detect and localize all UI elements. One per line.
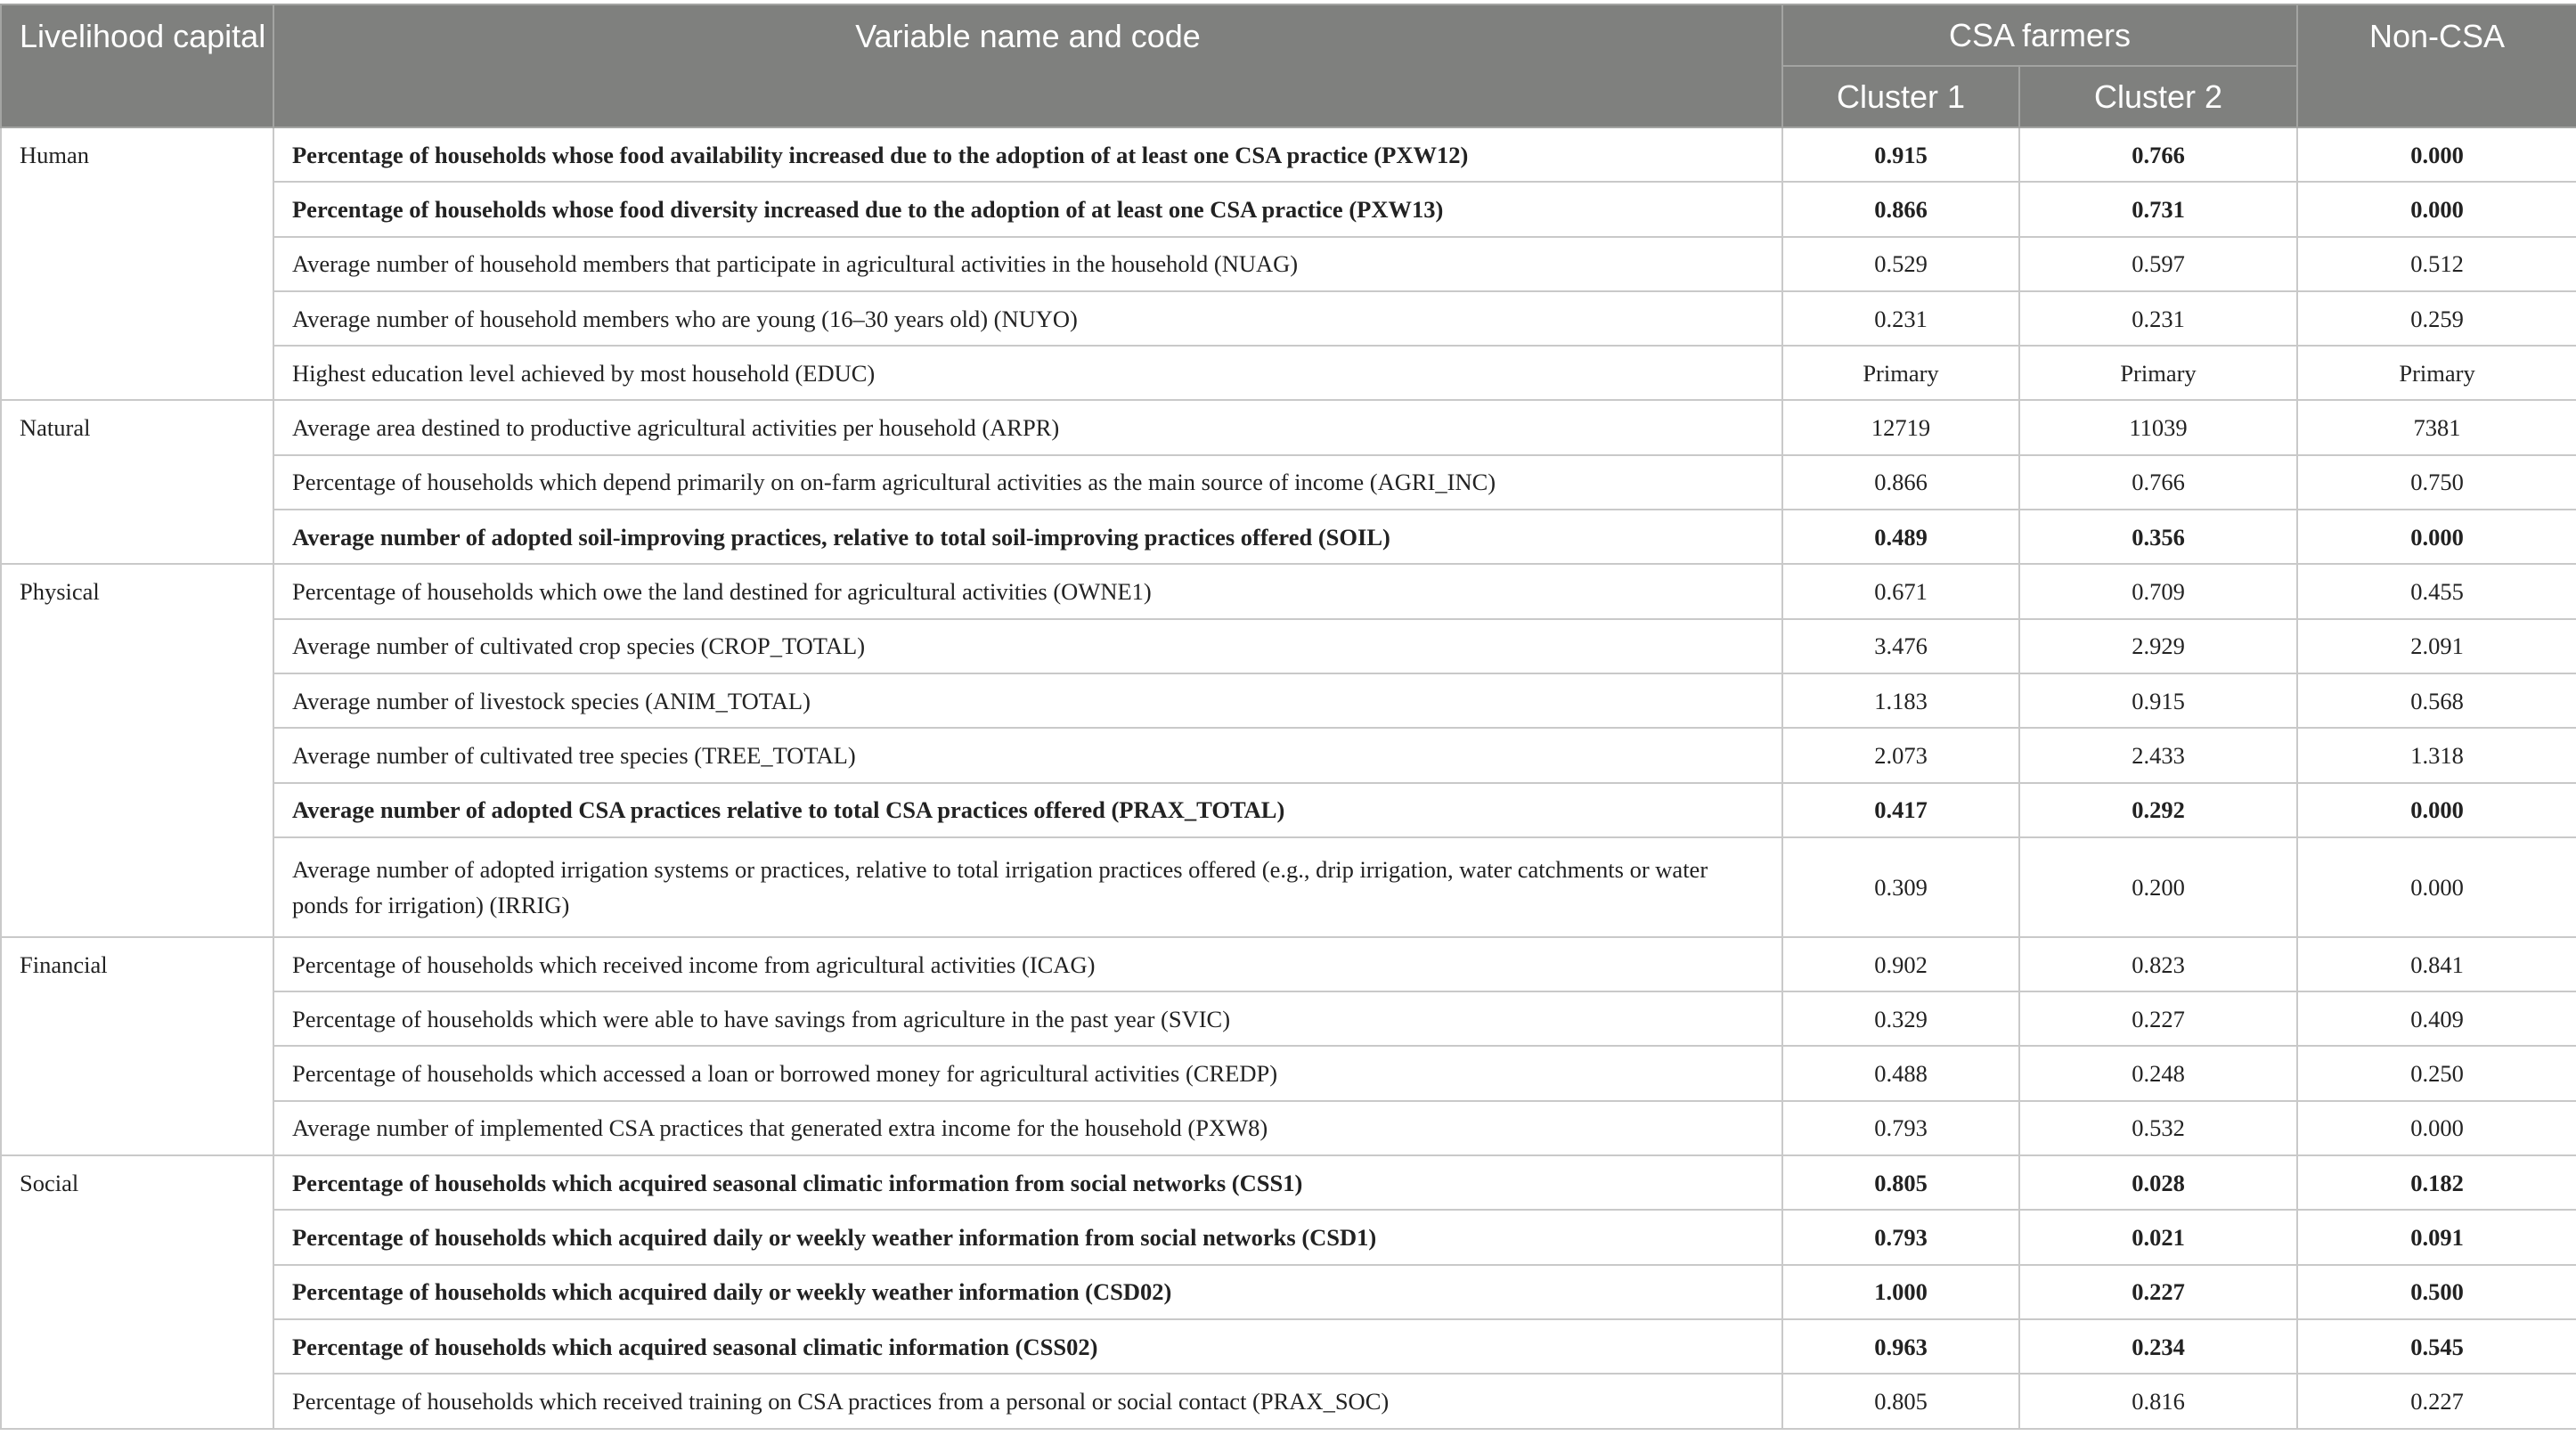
table-row (1, 1210, 2576, 1264)
header-livelihood-capital: Livelihood capital (1, 4, 273, 127)
cluster-1-value: 0.793 (1782, 1210, 2019, 1264)
non-csa-value: 0.000 (2297, 783, 2576, 837)
table-row (1, 937, 2576, 991)
table-row (1, 346, 2576, 400)
variable-name-cell: Percentage of households which accessed a loan or borrowed money for agricultural activities (CREDP) (273, 1046, 1782, 1100)
cluster-1-value: 0.805 (1782, 1155, 2019, 1210)
variable-name-cell: Average number of household members who are young (16–30 years old) (NUYO) (273, 291, 1782, 346)
table-row (1, 291, 2576, 346)
cluster-1-value: 1.183 (1782, 673, 2019, 728)
variable-name-cell: Average number of household members that participate in agricultural activities in the household (NUAG) (273, 237, 1782, 291)
non-csa-value: 0.545 (2297, 1319, 2576, 1374)
cluster-1-value: 0.488 (1782, 1046, 2019, 1100)
cluster-2-value: 0.915 (2019, 673, 2297, 728)
table-row (1, 127, 2576, 182)
non-csa-value: 7381 (2297, 400, 2576, 454)
non-csa-value: 0.000 (2297, 127, 2576, 182)
variable-name-cell: Average number of cultivated tree species (TREE_TOTAL) (273, 728, 1782, 782)
non-csa-value: 0.750 (2297, 455, 2576, 510)
cluster-2-value: 0.816 (2019, 1374, 2297, 1428)
cluster-2-value: 0.234 (2019, 1319, 2297, 1374)
variable-name-cell: Highest education level achieved by most household (EDUC) (273, 346, 1782, 400)
cluster-1-value: 0.915 (1782, 127, 2019, 182)
table-row (1, 455, 2576, 510)
table-row (1, 837, 2576, 937)
cluster-1-value: 0.489 (1782, 510, 2019, 564)
cluster-2-value: 0.597 (2019, 237, 2297, 291)
cluster-1-value: 0.793 (1782, 1101, 2019, 1155)
header-csa-farmers: CSA farmers (1782, 4, 2297, 66)
cluster-2-value: 0.028 (2019, 1155, 2297, 1210)
variable-name-cell: Average area destined to productive agricultural activities per household (ARPR) (273, 400, 1782, 454)
header-row-top (1, 4, 2576, 66)
capital-category: Human (1, 127, 273, 400)
cluster-1-value: 0.671 (1782, 564, 2019, 618)
cluster-2-value: 11039 (2019, 400, 2297, 454)
cluster-1-value: 1.000 (1782, 1265, 2019, 1319)
table-row (1, 991, 2576, 1046)
table-row (1, 1046, 2576, 1100)
cluster-1-value: 2.073 (1782, 728, 2019, 782)
variable-name-cell: Percentage of households which received training on CSA practices from a personal or social contact (PRAX_SOC) (273, 1374, 1782, 1428)
variable-name-cell: Percentage of households which acquired seasonal climatic information (CSS02) (273, 1319, 1782, 1374)
table-row (1, 510, 2576, 564)
cluster-2-value: Primary (2019, 346, 2297, 400)
variable-name-cell: Percentage of households whose food availability increased due to the adoption of at least one CSA practice (PXW12) (273, 127, 1782, 182)
header-variable-name: Variable name and code (273, 4, 1782, 127)
non-csa-value: 0.000 (2297, 510, 2576, 564)
variable-name-cell: Average number of adopted CSA practices relative to total CSA practices offered (PRAX_TOTAL) (273, 783, 1782, 837)
non-csa-value: 0.091 (2297, 1210, 2576, 1264)
table-row (1, 182, 2576, 236)
capital-category: Physical (1, 564, 273, 936)
non-csa-value: 0.000 (2297, 182, 2576, 236)
non-csa-value: 0.841 (2297, 937, 2576, 991)
capital-category: Natural (1, 400, 273, 564)
non-csa-value: 0.227 (2297, 1374, 2576, 1428)
non-csa-value: 0.500 (2297, 1265, 2576, 1319)
non-csa-value: 1.318 (2297, 728, 2576, 782)
header-non-csa: Non-CSA (2297, 4, 2576, 127)
non-csa-value: 0.568 (2297, 673, 2576, 728)
cluster-1-value: 0.529 (1782, 237, 2019, 291)
capital-category: Financial (1, 937, 273, 1155)
cluster-1-value: 0.963 (1782, 1319, 2019, 1374)
cluster-2-value: 0.021 (2019, 1210, 2297, 1264)
livelihood-capital-table (0, 4, 2576, 1430)
cluster-1-value: 0.417 (1782, 783, 2019, 837)
cluster-2-value: 2.929 (2019, 619, 2297, 673)
variable-name-cell: Average number of implemented CSA practices that generated extra income for the household (PXW8) (273, 1101, 1782, 1155)
cluster-2-value: 0.532 (2019, 1101, 2297, 1155)
capital-category: Social (1, 1155, 273, 1428)
header-cluster-1: Cluster 1 (1782, 66, 2019, 127)
table-row (1, 237, 2576, 291)
table-row (1, 728, 2576, 782)
table-header (1, 4, 2576, 127)
cluster-1-value: 0.866 (1782, 455, 2019, 510)
variable-name-cell: Percentage of households which depend primarily on on-farm agricultural activities as the main source of income (AGRI_INC) (273, 455, 1782, 510)
non-csa-value: 0.182 (2297, 1155, 2576, 1210)
variable-name-cell: Percentage of households which owe the land destined for agricultural activities (OWNE1) (273, 564, 1782, 618)
variable-name-cell: Average number of adopted soil-improving practices, relative to total soil-improving practices offered (SOIL) (273, 510, 1782, 564)
cluster-2-value: 0.356 (2019, 510, 2297, 564)
cluster-2-value: 2.433 (2019, 728, 2297, 782)
non-csa-value: 0.000 (2297, 837, 2576, 937)
cluster-1-value: 0.866 (1782, 182, 2019, 236)
cluster-2-value: 0.766 (2019, 127, 2297, 182)
cluster-2-value: 0.231 (2019, 291, 2297, 346)
variable-name-cell: Percentage of households which acquired seasonal climatic information from social networks (CSS1) (273, 1155, 1782, 1210)
cluster-2-value: 0.709 (2019, 564, 2297, 618)
cluster-1-value: 3.476 (1782, 619, 2019, 673)
table-row (1, 1155, 2576, 1210)
cluster-1-value: 0.902 (1782, 937, 2019, 991)
variable-name-cell: Percentage of households which were able to have savings from agriculture in the past year (SVIC) (273, 991, 1782, 1046)
cluster-2-value: 0.227 (2019, 991, 2297, 1046)
cluster-1-value: 0.329 (1782, 991, 2019, 1046)
cluster-1-value: 0.309 (1782, 837, 2019, 937)
cluster-2-value: 0.248 (2019, 1046, 2297, 1100)
non-csa-value: 0.250 (2297, 1046, 2576, 1100)
cluster-1-value: 0.231 (1782, 291, 2019, 346)
cluster-2-value: 0.227 (2019, 1265, 2297, 1319)
cluster-1-value: Primary (1782, 346, 2019, 400)
table-row (1, 619, 2576, 673)
non-csa-value: 0.409 (2297, 991, 2576, 1046)
table-row (1, 673, 2576, 728)
table-row (1, 1374, 2576, 1428)
variable-name-cell: Percentage of households whose food diversity increased due to the adoption of at least one CSA practice (PXW13) (273, 182, 1782, 236)
cluster-2-value: 0.292 (2019, 783, 2297, 837)
variable-name-cell: Average number of adopted irrigation systems or practices, relative to total irrigation practices offered (e.g., drip irrigation, water catchments or water ponds for irrigation) (IRRIG) (273, 837, 1782, 937)
cluster-2-value: 0.731 (2019, 182, 2297, 236)
cluster-2-value: 0.766 (2019, 455, 2297, 510)
cluster-1-value: 12719 (1782, 400, 2019, 454)
variable-name-cell: Percentage of households which received income from agricultural activities (ICAG) (273, 937, 1782, 991)
table-row (1, 1101, 2576, 1155)
cluster-2-value: 0.200 (2019, 837, 2297, 937)
header-cluster-2: Cluster 2 (2019, 66, 2297, 127)
table-row (1, 1265, 2576, 1319)
variable-name-cell: Percentage of households which acquired daily or weekly weather information (CSD02) (273, 1265, 1782, 1319)
non-csa-value: Primary (2297, 346, 2576, 400)
non-csa-value: 0.455 (2297, 564, 2576, 618)
non-csa-value: 2.091 (2297, 619, 2576, 673)
table-body (1, 127, 2576, 1429)
non-csa-value: 0.512 (2297, 237, 2576, 291)
cluster-2-value: 0.823 (2019, 937, 2297, 991)
variable-name-cell: Average number of livestock species (ANIM_TOTAL) (273, 673, 1782, 728)
table-row (1, 564, 2576, 618)
variable-name-cell: Average number of cultivated crop species (CROP_TOTAL) (273, 619, 1782, 673)
table-row (1, 783, 2576, 837)
cluster-1-value: 0.805 (1782, 1374, 2019, 1428)
table-row (1, 1319, 2576, 1374)
non-csa-value: 0.000 (2297, 1101, 2576, 1155)
variable-name-cell: Percentage of households which acquired daily or weekly weather information from social networks (CSD1) (273, 1210, 1782, 1264)
non-csa-value: 0.259 (2297, 291, 2576, 346)
table-row (1, 400, 2576, 454)
